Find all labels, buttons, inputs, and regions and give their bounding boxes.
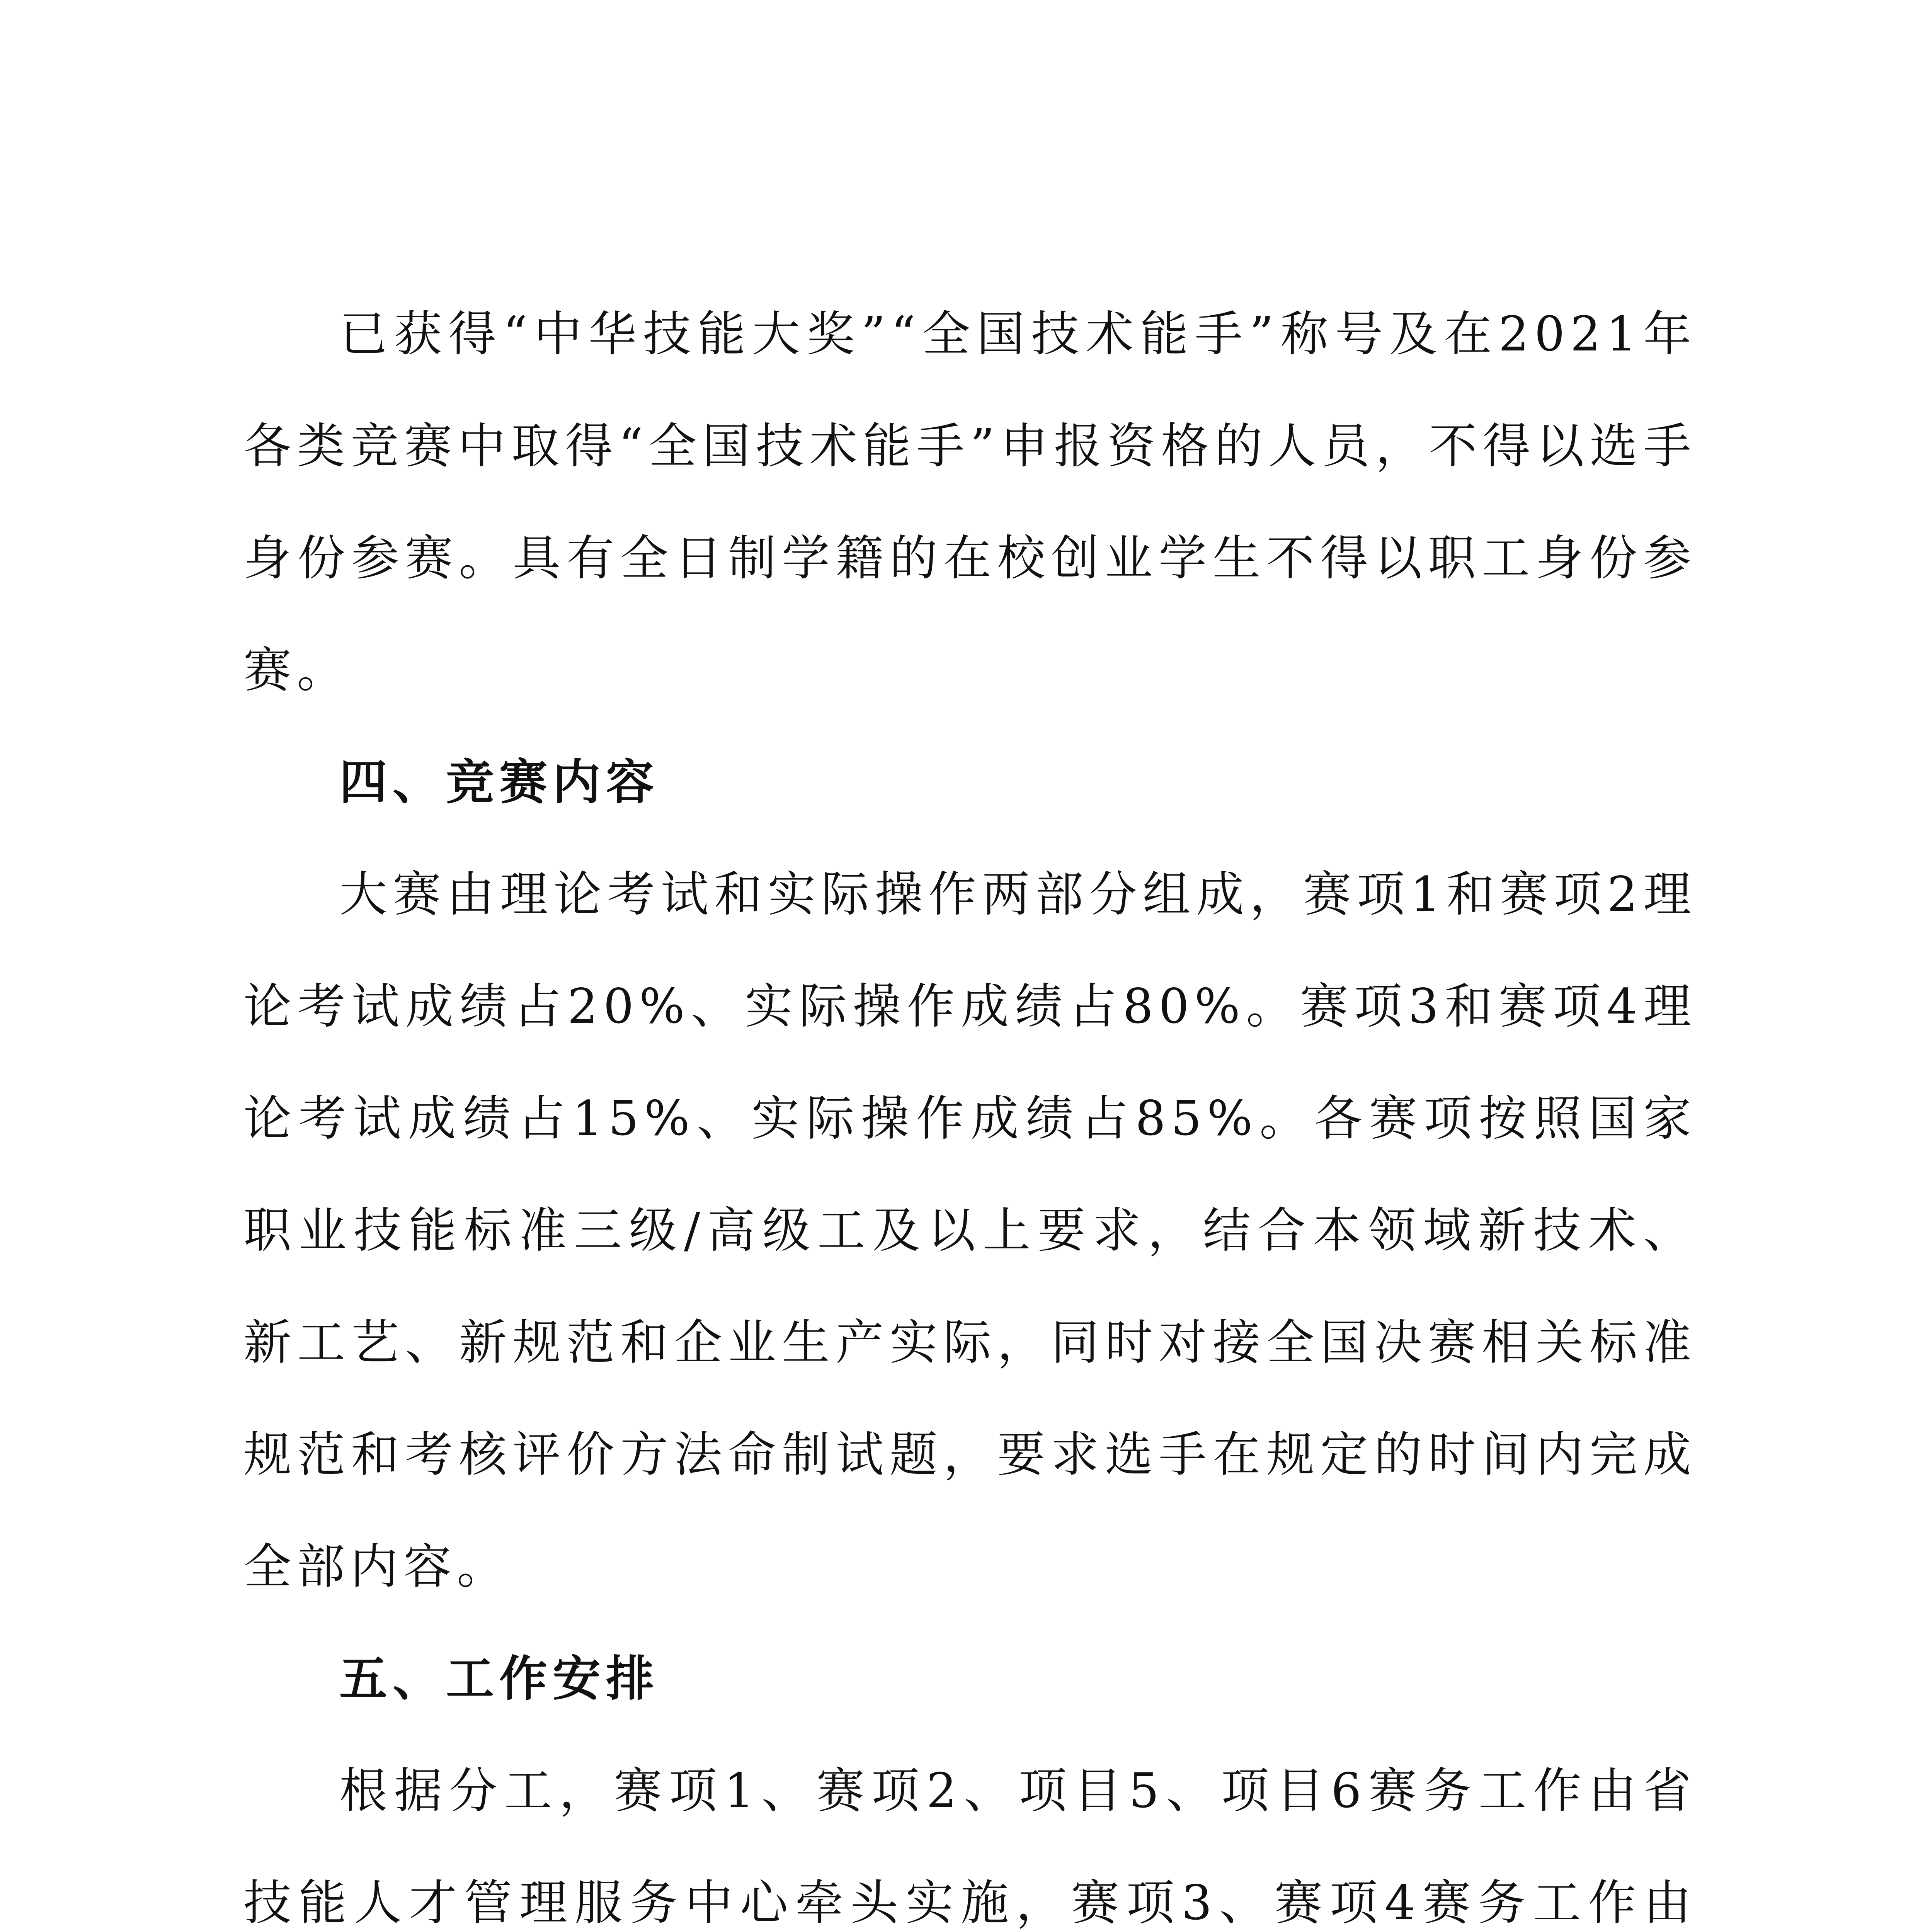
paragraph-work-division: 根据分工，赛项1、赛项2、项目5、项目6赛务工作由省技能人才管理服务中心牵头实施，赛项3、赛项4赛务工作由 [243, 1763, 1697, 1931]
section-heading-competition-content: 四、竞赛内容 [339, 755, 660, 810]
section-heading-work-arrangement: 五、工作安排 [339, 1651, 660, 1707]
document-body [243, 278, 1697, 1932]
paragraph-eligibility: 已获得“中华技能大奖”“全国技术能手”称号及在2021年各类竞赛中取得“全国技术能手”申报资格的人员，不得以选手身份参赛。具有全日制学籍的在校创业学生不得以职工身份参赛。 [243, 306, 1697, 698]
paragraph-competition-content: 大赛由理论考试和实际操作两部分组成，赛项1和赛项2理论考试成绩占20%、实际操作成绩占80%。赛项3和赛项4理论考试成绩占15%、实际操作成绩占85%。各赛项按照国家职业技能标准三级/高级工及以上要求，结合本领域新技术、新工艺、新规范和企业生产实际，同时对接全国决赛相关标准规范和考核评价方法命制试题，要求选手在规定的时间内完成全部内容。 [243, 867, 1697, 1595]
